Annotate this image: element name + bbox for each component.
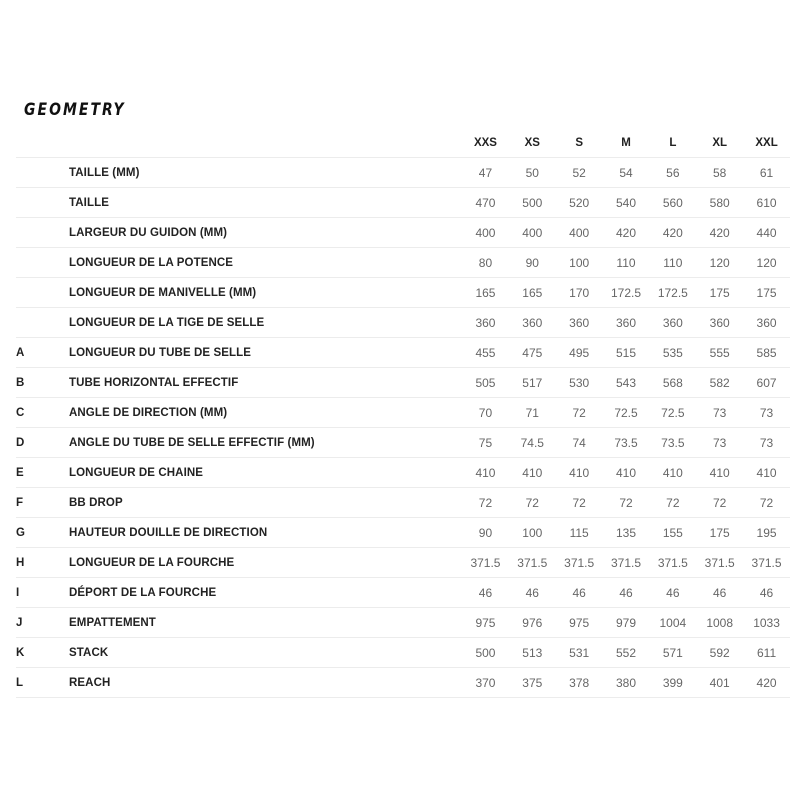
value-cell: 73 <box>743 398 790 428</box>
value-cell: 172.5 <box>603 278 650 308</box>
value-cell: 90 <box>509 248 556 278</box>
value-cell: 410 <box>696 458 743 488</box>
value-cell: 46 <box>696 578 743 608</box>
table-row <box>16 338 790 368</box>
value-cell: 100 <box>509 518 556 548</box>
value-cell: 515 <box>603 338 650 368</box>
value-cell: 380 <box>603 668 650 698</box>
table-row <box>16 248 790 278</box>
size-header: XXL <box>743 128 790 158</box>
value-cell: 399 <box>649 668 696 698</box>
value-cell: 975 <box>462 608 509 638</box>
value-cell: 70 <box>462 398 509 428</box>
value-cell: 135 <box>603 518 650 548</box>
value-cell: 571 <box>649 638 696 668</box>
value-cell: 500 <box>462 638 509 668</box>
value-cell: 71 <box>509 398 556 428</box>
value-cell: 979 <box>603 608 650 638</box>
value-cell: 517 <box>509 368 556 398</box>
row-label: BB DROP <box>69 488 462 518</box>
value-cell: 410 <box>743 458 790 488</box>
size-header: S <box>556 128 603 158</box>
row-label: TUBE HORIZONTAL EFFECTIF <box>69 368 462 398</box>
value-cell: 72 <box>556 398 603 428</box>
value-cell: 530 <box>556 368 603 398</box>
value-cell: 475 <box>509 338 556 368</box>
value-cell: 170 <box>556 278 603 308</box>
value-cell: 371.5 <box>556 548 603 578</box>
value-cell: 165 <box>462 278 509 308</box>
value-cell: 370 <box>462 668 509 698</box>
value-cell: 975 <box>556 608 603 638</box>
value-cell: 175 <box>696 518 743 548</box>
row-label: REACH <box>69 668 462 698</box>
value-cell: 976 <box>509 608 556 638</box>
value-cell: 73.5 <box>649 428 696 458</box>
value-cell: 75 <box>462 428 509 458</box>
row-label: TAILLE <box>69 188 462 218</box>
value-cell: 375 <box>509 668 556 698</box>
value-cell: 371.5 <box>649 548 696 578</box>
row-letter: G <box>16 518 69 548</box>
value-cell: 568 <box>649 368 696 398</box>
value-cell: 74.5 <box>509 428 556 458</box>
value-cell: 611 <box>743 638 790 668</box>
value-cell: 410 <box>649 458 696 488</box>
value-cell: 100 <box>556 248 603 278</box>
row-label: ANGLE DU TUBE DE SELLE EFFECTIF (MM) <box>69 428 462 458</box>
value-cell: 401 <box>696 668 743 698</box>
value-cell: 410 <box>556 458 603 488</box>
row-label: LONGUEUR DU TUBE DE SELLE <box>69 338 462 368</box>
value-cell: 500 <box>509 188 556 218</box>
value-cell: 505 <box>462 368 509 398</box>
value-cell: 520 <box>556 188 603 218</box>
header-label-cell <box>69 128 462 158</box>
value-cell: 400 <box>462 218 509 248</box>
table-row <box>16 188 790 218</box>
value-cell: 582 <box>696 368 743 398</box>
value-cell: 371.5 <box>509 548 556 578</box>
value-cell: 72.5 <box>649 398 696 428</box>
value-cell: 175 <box>696 278 743 308</box>
value-cell: 155 <box>649 518 696 548</box>
value-cell: 1008 <box>696 608 743 638</box>
value-cell: 580 <box>696 188 743 218</box>
row-letter <box>16 248 69 278</box>
value-cell: 120 <box>743 248 790 278</box>
value-cell: 72 <box>649 488 696 518</box>
value-cell: 172.5 <box>649 278 696 308</box>
size-header: XS <box>509 128 556 158</box>
row-letter: A <box>16 338 69 368</box>
value-cell: 555 <box>696 338 743 368</box>
value-cell: 360 <box>649 308 696 338</box>
value-cell: 470 <box>462 188 509 218</box>
value-cell: 420 <box>696 218 743 248</box>
value-cell: 420 <box>649 218 696 248</box>
value-cell: 72 <box>509 488 556 518</box>
row-label: LONGUEUR DE MANIVELLE (MM) <box>69 278 462 308</box>
value-cell: 592 <box>696 638 743 668</box>
value-cell: 540 <box>603 188 650 218</box>
row-label: STACK <box>69 638 462 668</box>
row-letter: D <box>16 428 69 458</box>
value-cell: 543 <box>603 368 650 398</box>
value-cell: 531 <box>556 638 603 668</box>
value-cell: 72 <box>696 488 743 518</box>
table-row <box>16 158 790 188</box>
table-row <box>16 398 790 428</box>
row-letter: H <box>16 548 69 578</box>
value-cell: 46 <box>603 578 650 608</box>
value-cell: 46 <box>743 578 790 608</box>
table-row <box>16 488 790 518</box>
row-label: EMPATTEMENT <box>69 608 462 638</box>
value-cell: 73.5 <box>603 428 650 458</box>
size-header: M <box>603 128 650 158</box>
value-cell: 371.5 <box>462 548 509 578</box>
value-cell: 52 <box>556 158 603 188</box>
value-cell: 50 <box>509 158 556 188</box>
value-cell: 455 <box>462 338 509 368</box>
table-row <box>16 308 790 338</box>
row-letter: F <box>16 488 69 518</box>
value-cell: 371.5 <box>696 548 743 578</box>
value-cell: 73 <box>696 398 743 428</box>
value-cell: 360 <box>509 308 556 338</box>
table-row <box>16 578 790 608</box>
value-cell: 360 <box>696 308 743 338</box>
value-cell: 560 <box>649 188 696 218</box>
row-letter: C <box>16 398 69 428</box>
row-label: HAUTEUR DOUILLE DE DIRECTION <box>69 518 462 548</box>
value-cell: 400 <box>509 218 556 248</box>
value-cell: 360 <box>462 308 509 338</box>
value-cell: 115 <box>556 518 603 548</box>
table-row <box>16 548 790 578</box>
value-cell: 195 <box>743 518 790 548</box>
table-row <box>16 278 790 308</box>
value-cell: 74 <box>556 428 603 458</box>
value-cell: 495 <box>556 338 603 368</box>
geometry-table <box>16 128 790 698</box>
row-letter: E <box>16 458 69 488</box>
value-cell: 80 <box>462 248 509 278</box>
value-cell: 72.5 <box>603 398 650 428</box>
value-cell: 371.5 <box>603 548 650 578</box>
header-letter-cell <box>16 128 69 158</box>
value-cell: 378 <box>556 668 603 698</box>
value-cell: 72 <box>556 488 603 518</box>
value-cell: 535 <box>649 338 696 368</box>
table-row <box>16 218 790 248</box>
row-letter <box>16 188 69 218</box>
table-header-row <box>16 128 790 158</box>
value-cell: 61 <box>743 158 790 188</box>
value-cell: 46 <box>556 578 603 608</box>
value-cell: 73 <box>696 428 743 458</box>
value-cell: 46 <box>649 578 696 608</box>
value-cell: 72 <box>743 488 790 518</box>
size-header: XL <box>696 128 743 158</box>
value-cell: 47 <box>462 158 509 188</box>
value-cell: 72 <box>603 488 650 518</box>
table-row <box>16 608 790 638</box>
value-cell: 110 <box>649 248 696 278</box>
value-cell: 56 <box>649 158 696 188</box>
row-label: ANGLE DE DIRECTION (MM) <box>69 398 462 428</box>
value-cell: 400 <box>556 218 603 248</box>
value-cell: 120 <box>696 248 743 278</box>
row-label: TAILLE (MM) <box>69 158 462 188</box>
size-header: L <box>649 128 696 158</box>
value-cell: 360 <box>743 308 790 338</box>
page-title: GEOMETRY <box>24 100 126 120</box>
value-cell: 73 <box>743 428 790 458</box>
value-cell: 420 <box>603 218 650 248</box>
row-letter: K <box>16 638 69 668</box>
table-body <box>16 158 790 698</box>
table-row <box>16 668 790 698</box>
value-cell: 610 <box>743 188 790 218</box>
row-letter <box>16 218 69 248</box>
row-label: LARGEUR DU GUIDON (MM) <box>69 218 462 248</box>
value-cell: 360 <box>556 308 603 338</box>
value-cell: 420 <box>743 668 790 698</box>
value-cell: 440 <box>743 218 790 248</box>
value-cell: 513 <box>509 638 556 668</box>
value-cell: 54 <box>603 158 650 188</box>
table-row <box>16 638 790 668</box>
row-letter: B <box>16 368 69 398</box>
value-cell: 371.5 <box>743 548 790 578</box>
value-cell: 58 <box>696 158 743 188</box>
value-cell: 46 <box>509 578 556 608</box>
row-label: DÉPORT DE LA FOURCHE <box>69 578 462 608</box>
row-letter <box>16 308 69 338</box>
table-row <box>16 428 790 458</box>
value-cell: 110 <box>603 248 650 278</box>
row-letter <box>16 278 69 308</box>
row-letter <box>16 158 69 188</box>
row-letter: I <box>16 578 69 608</box>
table-row <box>16 458 790 488</box>
value-cell: 1033 <box>743 608 790 638</box>
value-cell: 175 <box>743 278 790 308</box>
value-cell: 585 <box>743 338 790 368</box>
value-cell: 410 <box>603 458 650 488</box>
row-letter: J <box>16 608 69 638</box>
value-cell: 410 <box>462 458 509 488</box>
size-header: XXS <box>462 128 509 158</box>
row-label: LONGUEUR DE LA POTENCE <box>69 248 462 278</box>
row-label: LONGUEUR DE LA TIGE DE SELLE <box>69 308 462 338</box>
table-row <box>16 518 790 548</box>
value-cell: 607 <box>743 368 790 398</box>
row-label: LONGUEUR DE CHAINE <box>69 458 462 488</box>
table-row <box>16 368 790 398</box>
value-cell: 410 <box>509 458 556 488</box>
value-cell: 165 <box>509 278 556 308</box>
row-label: LONGUEUR DE LA FOURCHE <box>69 548 462 578</box>
value-cell: 360 <box>603 308 650 338</box>
value-cell: 1004 <box>649 608 696 638</box>
value-cell: 90 <box>462 518 509 548</box>
value-cell: 72 <box>462 488 509 518</box>
value-cell: 46 <box>462 578 509 608</box>
value-cell: 552 <box>603 638 650 668</box>
row-letter: L <box>16 668 69 698</box>
